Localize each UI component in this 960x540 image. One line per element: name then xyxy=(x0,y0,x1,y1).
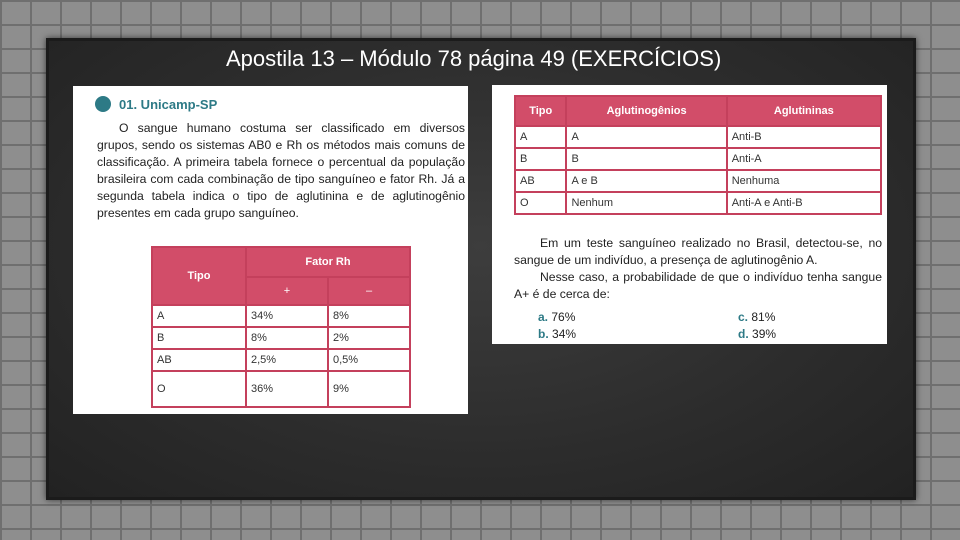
table-cell: A xyxy=(152,305,246,327)
table-cell: 8% xyxy=(246,327,328,349)
table-row xyxy=(515,192,881,214)
table-row xyxy=(152,305,410,327)
table-cell: A xyxy=(515,126,566,148)
table-cell: Anti-B xyxy=(727,126,881,148)
table-cell: AB xyxy=(515,170,566,192)
table-row xyxy=(152,371,410,407)
table-cell: 2% xyxy=(328,327,410,349)
table-row xyxy=(152,327,410,349)
question-paragraph: Em um teste sanguíneo realizado no Brasil, detectou-se, no sangue de um indivíduo, a presença de aglutinogênio A. xyxy=(514,236,882,267)
table-cell: 0,5% xyxy=(328,349,410,371)
question-card-continued xyxy=(492,85,887,344)
rh-table-header-tipo: Tipo xyxy=(152,247,246,305)
option-a: a. 76% xyxy=(538,310,576,324)
abo-table-header: Aglutinogênios xyxy=(566,96,726,126)
rh-table-header-neg: – xyxy=(328,277,410,305)
option-b: b. 34% xyxy=(538,327,577,341)
table-cell: B xyxy=(152,327,246,349)
rh-table-header-fator: Fator Rh xyxy=(246,247,410,277)
bullet-icon xyxy=(95,96,111,112)
table-cell: 36% xyxy=(246,371,328,407)
question-header xyxy=(95,96,217,112)
table-row xyxy=(515,170,881,192)
table-cell: 34% xyxy=(246,305,328,327)
table-row xyxy=(515,148,881,170)
rh-table xyxy=(151,246,411,408)
option-d: d. 39% xyxy=(738,327,777,341)
question-source: 01. Unicamp-SP xyxy=(119,96,218,112)
table-cell: AB xyxy=(152,349,246,371)
table-cell: 8% xyxy=(328,305,410,327)
table-cell: A e B xyxy=(566,170,726,192)
table-cell: Anti-A e Anti-B xyxy=(727,192,881,214)
answer-options xyxy=(538,309,868,343)
abo-table xyxy=(514,95,882,215)
table-cell: 2,5% xyxy=(246,349,328,371)
table-cell: O xyxy=(515,192,566,214)
table-cell: A xyxy=(566,126,726,148)
option-c: c. 81% xyxy=(738,310,776,324)
table-row xyxy=(515,126,881,148)
table-cell: 9% xyxy=(328,371,410,407)
question-prompt xyxy=(514,235,882,303)
slide-title: Apostila 13 – Módulo 78 página 49 (EXERCÍCIOS) xyxy=(226,46,722,71)
question-paragraph: Nesse caso, a probabilidade de que o indivíduo tenha sangue A+ é de cerca de: xyxy=(514,270,882,301)
table-cell: O xyxy=(152,371,246,407)
question-text: O sangue humano costuma ser classificado em diversos grupos, sendo os sistemas AB0 e Rh os métodos mais comuns de classificação. A primeira tabela fornece o percentual da população brasileira com cada combinação de tipo sanguíneo e fator Rh. Já a segunda tabela indica o tipo de aglutinina e de aglutinogênio presentes em cada grupo sanguíneo. xyxy=(97,121,465,220)
table-cell: Nenhuma xyxy=(727,170,881,192)
rh-table-header-pos: + xyxy=(246,277,328,305)
table-cell: B xyxy=(515,148,566,170)
abo-table-header: Aglutininas xyxy=(727,96,881,126)
table-row xyxy=(152,349,410,371)
table-cell: B xyxy=(566,148,726,170)
table-cell: Anti-A xyxy=(727,148,881,170)
abo-table-header: Tipo xyxy=(515,96,566,126)
question-card xyxy=(73,86,468,414)
table-cell: Nenhum xyxy=(566,192,726,214)
